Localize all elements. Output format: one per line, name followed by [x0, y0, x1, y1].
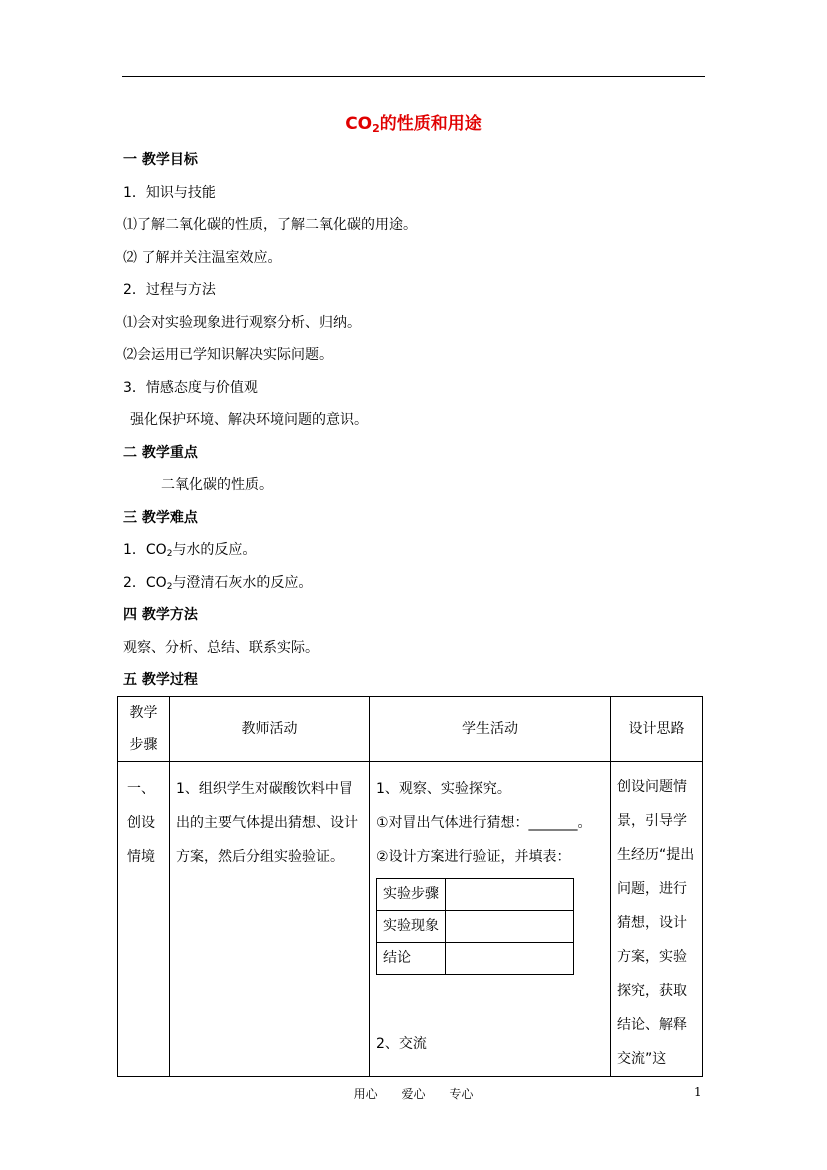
header-teacher: 教师活动 [170, 697, 370, 762]
footer [0, 1085, 827, 1102]
experiment-record-table [376, 878, 574, 975]
text-line: ⑵会运用已学知识解决实际问题。 [123, 347, 333, 363]
header-step: 教学 步骤 [118, 697, 170, 762]
design-cell: 创设问题情景，引导学生经历“提出问题，进行猜想，设计方案，实验探究，获取结论、解释交流”这 [611, 762, 703, 1077]
table-row [118, 762, 703, 1077]
text-line: 2、交流 [376, 1036, 427, 1052]
header-design: 设计思路 [611, 697, 703, 762]
text-line: 1．$CO_2$与水的反应。 [123, 542, 257, 559]
text-line: 3．情感态度与价值观 [123, 380, 258, 396]
text-line: 观察、分析、总结、联系实际。 [123, 640, 319, 656]
text-line: ⑴会对实验现象进行观察分析、归纳。 [123, 315, 361, 331]
inner-blank [446, 911, 574, 943]
text-line: ⑵ 了解并关注温室效应。 [123, 250, 282, 266]
inner-blank [446, 943, 574, 975]
footer-item: 爱心 [401, 1087, 426, 1101]
teaching-process-table [117, 696, 703, 1077]
footer-item: 用心 [353, 1087, 378, 1101]
inner-label: 结论 [377, 943, 446, 975]
teacher-activity-cell: 1、组织学生对碳酸饮料中冒出的主要气体提出猜想、设计方案，然后分组实验验证。 [170, 762, 370, 1077]
document-title: $CO_2$的性质和用途 [345, 114, 482, 135]
section-heading: 二 教学重点 [123, 445, 198, 461]
text-line: 1．知识与技能 [123, 185, 216, 201]
text-line: ⑴了解二氧化碳的性质，了解二氧化碳的用途。 [123, 217, 417, 233]
text-line: 强化保护环境、解决环境问题的意识。 [130, 412, 368, 428]
inner-blank [446, 879, 574, 911]
header-student: 学生活动 [370, 697, 611, 762]
text-line: 2．过程与方法 [123, 282, 216, 298]
section-heading: 三 教学难点 [123, 510, 198, 526]
footer-item: 专心 [449, 1087, 474, 1101]
inner-label: 实验步骤 [377, 879, 446, 911]
step-cell: 一、 创设 情境 [118, 762, 170, 1077]
text-line: 二氧化碳的性质。 [161, 477, 273, 493]
page-number: 1 [694, 1085, 702, 1099]
section-heading: 一 教学目标 [123, 152, 198, 168]
text-line: 2．$CO_2$与澄清石灰水的反应。 [123, 575, 313, 592]
section-heading: 五 教学过程 [123, 672, 198, 688]
table-header-row [118, 697, 703, 762]
section-heading: 四 教学方法 [123, 607, 198, 623]
student-activity-cell: 1、观察、实验探究。 ①对冒出气体进行猜想：_______。 ②设计方案进行验证，并填表： 实验步骤 实验现象 结论 2、交流 [370, 762, 611, 1077]
inner-label: 实验现象 [377, 911, 446, 943]
header-rule [122, 76, 705, 77]
